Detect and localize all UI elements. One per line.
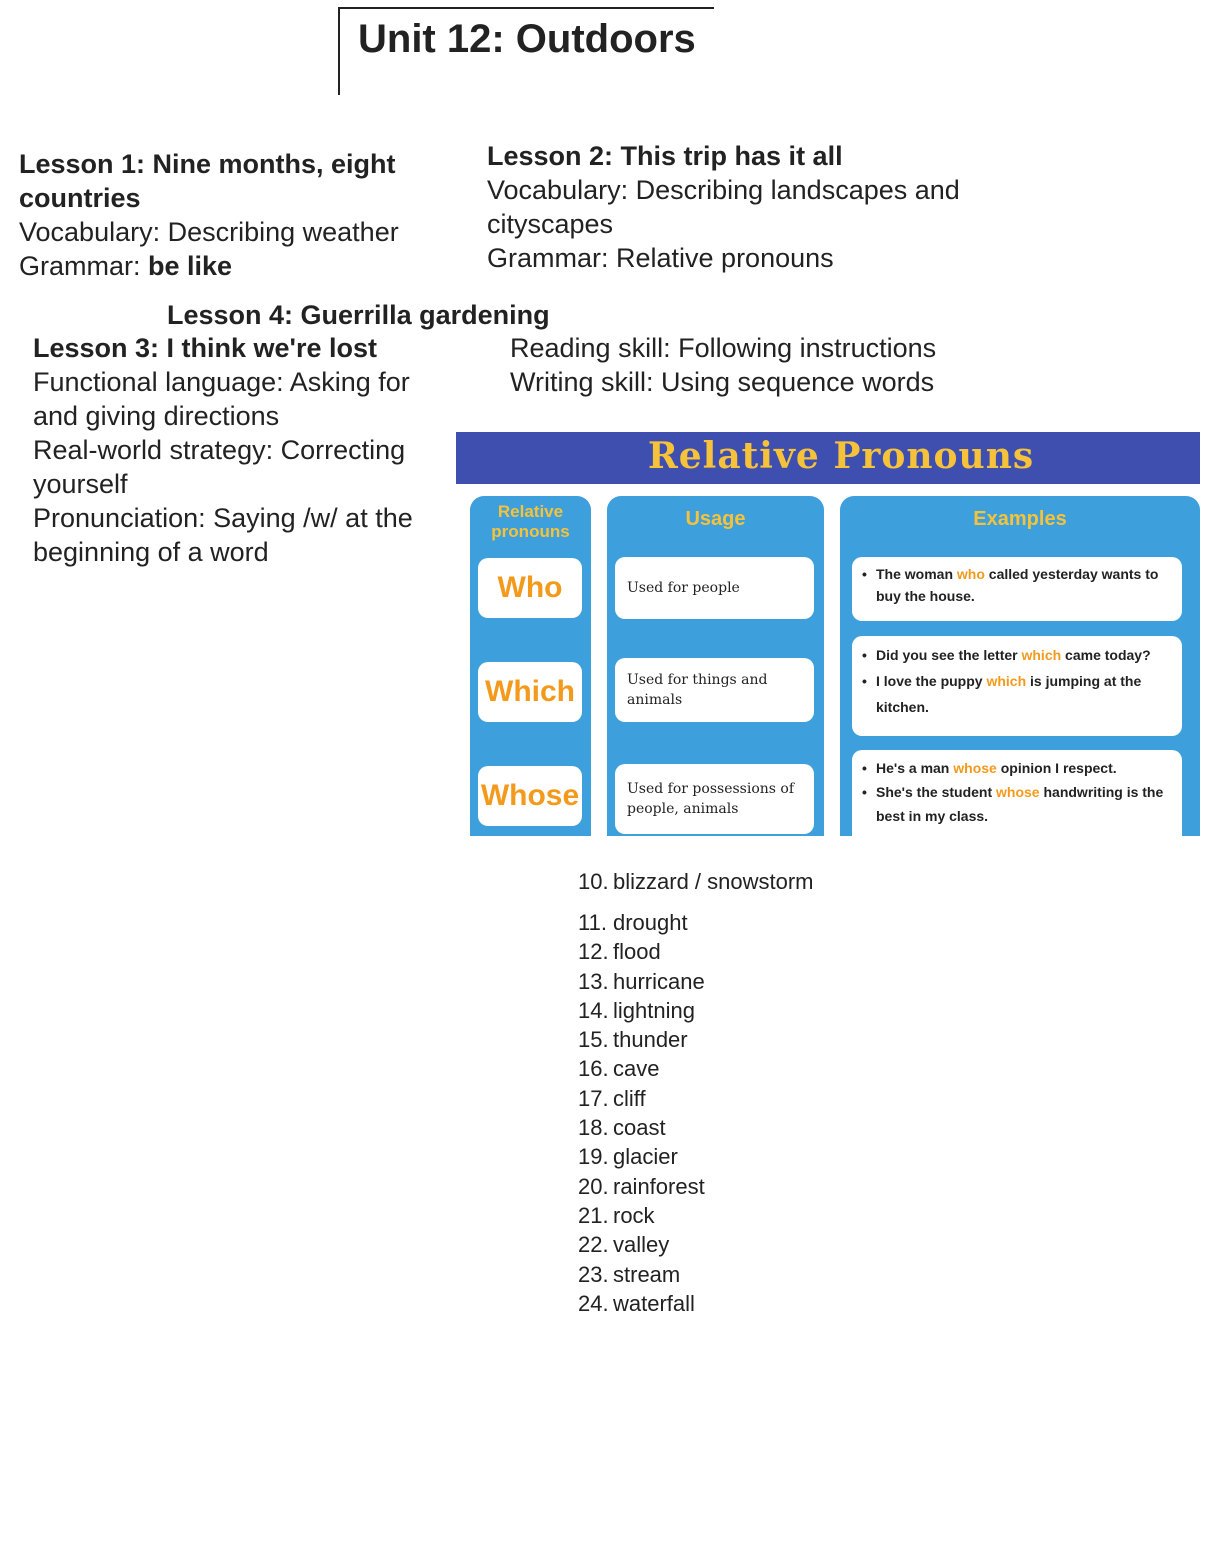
list-item	[578, 1084, 814, 1113]
list-number: 13.	[578, 968, 609, 994]
list-item	[578, 1142, 814, 1171]
example-item: • Did you see the letter which came today?	[862, 647, 1151, 663]
list-word: glacier	[613, 1144, 678, 1170]
list-number: 17.	[578, 1085, 609, 1111]
lesson-2-vocabulary-cont: cityscapes	[487, 209, 614, 239]
list-number: 24.	[578, 1290, 609, 1316]
lesson-2-grammar: Grammar: Relative pronouns	[487, 243, 834, 273]
list-number: 21.	[578, 1202, 609, 1228]
list-number: 18.	[578, 1115, 609, 1141]
usage-column	[607, 496, 824, 836]
list-item	[578, 1230, 814, 1259]
lesson-4-reading: Reading skill: Following instructions	[510, 333, 937, 363]
lesson-3-strategy: Real-world strategy: Correcting	[33, 435, 406, 465]
lesson-4-skills	[510, 331, 1010, 399]
pronouns-header-line2: pronouns	[491, 522, 570, 541]
lesson-3-functional-cont: and giving directions	[33, 401, 280, 431]
example-item: • I love the puppy which is jumping at the kitchen.	[862, 673, 1142, 715]
list-item-inner	[578, 869, 814, 908]
lesson-1-block	[19, 147, 449, 283]
lesson-1-heading-cont: countries	[19, 183, 141, 213]
example-card	[852, 557, 1182, 621]
list-item	[578, 1289, 814, 1318]
lesson-2-vocabulary: Vocabulary: Describing landscapes and	[487, 175, 960, 205]
example-card	[852, 636, 1182, 736]
usage-card: Used for possessions of people, animals	[615, 764, 814, 834]
list-number: 15.	[578, 1027, 609, 1053]
pronoun-card: Whose	[478, 766, 582, 826]
list-number: 19.	[578, 1144, 609, 1170]
lesson-1-vocabulary: Vocabulary: Describing weather	[19, 217, 399, 247]
list-word: hurricane	[613, 968, 705, 994]
lesson-3-strategy-cont: yourself	[33, 469, 128, 499]
list-number: 23.	[578, 1261, 609, 1287]
lesson-2-heading: Lesson 2: This trip has it all	[487, 141, 843, 171]
grammar-value: be like	[148, 251, 233, 281]
list-number: 20.	[578, 1173, 609, 1199]
list-number: 16.	[578, 1056, 609, 1082]
list-item	[578, 869, 814, 908]
lesson-1-grammar	[19, 249, 449, 283]
list-item	[578, 908, 814, 937]
pronouns-column	[470, 496, 591, 836]
list-word: coast	[613, 1115, 666, 1141]
example-card	[852, 750, 1182, 850]
pronouns-header-line1: Relative	[497, 502, 564, 521]
list-item	[578, 1113, 814, 1142]
usage-card: Used for people	[615, 557, 814, 619]
lesson-3-heading: Lesson 3: I think we're lost	[33, 333, 377, 363]
lesson-3-pronunciation: Pronunciation: Saying /w/ at the	[33, 503, 413, 533]
example-item: • The woman who called yesterday wants to buy the house.	[862, 566, 1159, 604]
list-word: blizzard / snowstorm	[613, 869, 814, 894]
list-item	[578, 1201, 814, 1230]
examples-column	[840, 496, 1200, 836]
examples-column-header: Examples	[973, 508, 1067, 530]
example-item: • He's a man whose opinion I respect.	[862, 760, 1117, 776]
list-item	[578, 1260, 814, 1289]
list-word: waterfall	[613, 1290, 695, 1316]
list-word: rock	[613, 1202, 655, 1228]
pronoun-card: Who	[478, 558, 582, 618]
list-word: valley	[613, 1232, 670, 1258]
page-title: Unit 12: Outdoors	[358, 17, 696, 61]
pronouns-column-header	[470, 502, 591, 542]
relative-pronouns-infographic	[456, 432, 1200, 827]
lesson-3-functional: Functional language: Asking for	[33, 367, 410, 397]
grammar-label: Grammar:	[19, 251, 149, 281]
list-word: cave	[613, 1056, 660, 1082]
list-word: lightning	[613, 997, 695, 1023]
list-item	[578, 1172, 814, 1201]
list-word: flood	[613, 939, 661, 965]
infographic-title: Relative Pronouns	[647, 435, 1035, 477]
lesson-1-heading: Lesson 1: Nine months, eight	[19, 149, 396, 179]
list-item	[578, 967, 814, 996]
list-item	[578, 937, 814, 966]
vocabulary-list	[578, 869, 814, 1318]
list-item	[578, 1054, 814, 1083]
list-word: thunder	[613, 1027, 688, 1053]
list-number: 10.	[578, 869, 609, 894]
example-item: • She's the student whose handwriting is the best in my class.	[862, 784, 1164, 824]
usage-card: Used for things and animals	[615, 658, 814, 722]
list-number: 14.	[578, 997, 609, 1023]
lesson-4-writing: Writing skill: Using sequence words	[510, 367, 935, 397]
list-item	[578, 996, 814, 1025]
lesson-4-heading: Lesson 4: Guerrilla gardening	[167, 300, 550, 330]
infographic-banner	[456, 432, 1200, 484]
lesson-3-pronunciation-cont: beginning of a word	[33, 537, 269, 567]
usage-column-header: Usage	[685, 508, 746, 530]
lesson-2-block	[487, 139, 1047, 275]
list-word: cliff	[613, 1085, 646, 1111]
list-number: 11.	[578, 910, 607, 935]
lesson-3-block	[33, 331, 453, 569]
list-item	[578, 1025, 814, 1054]
list-number: 12.	[578, 939, 609, 965]
list-word: drought	[613, 910, 688, 935]
pronoun-card: Which	[478, 662, 582, 722]
list-word: stream	[613, 1261, 681, 1287]
list-number: 22.	[578, 1232, 609, 1258]
list-word: rainforest	[613, 1173, 705, 1199]
